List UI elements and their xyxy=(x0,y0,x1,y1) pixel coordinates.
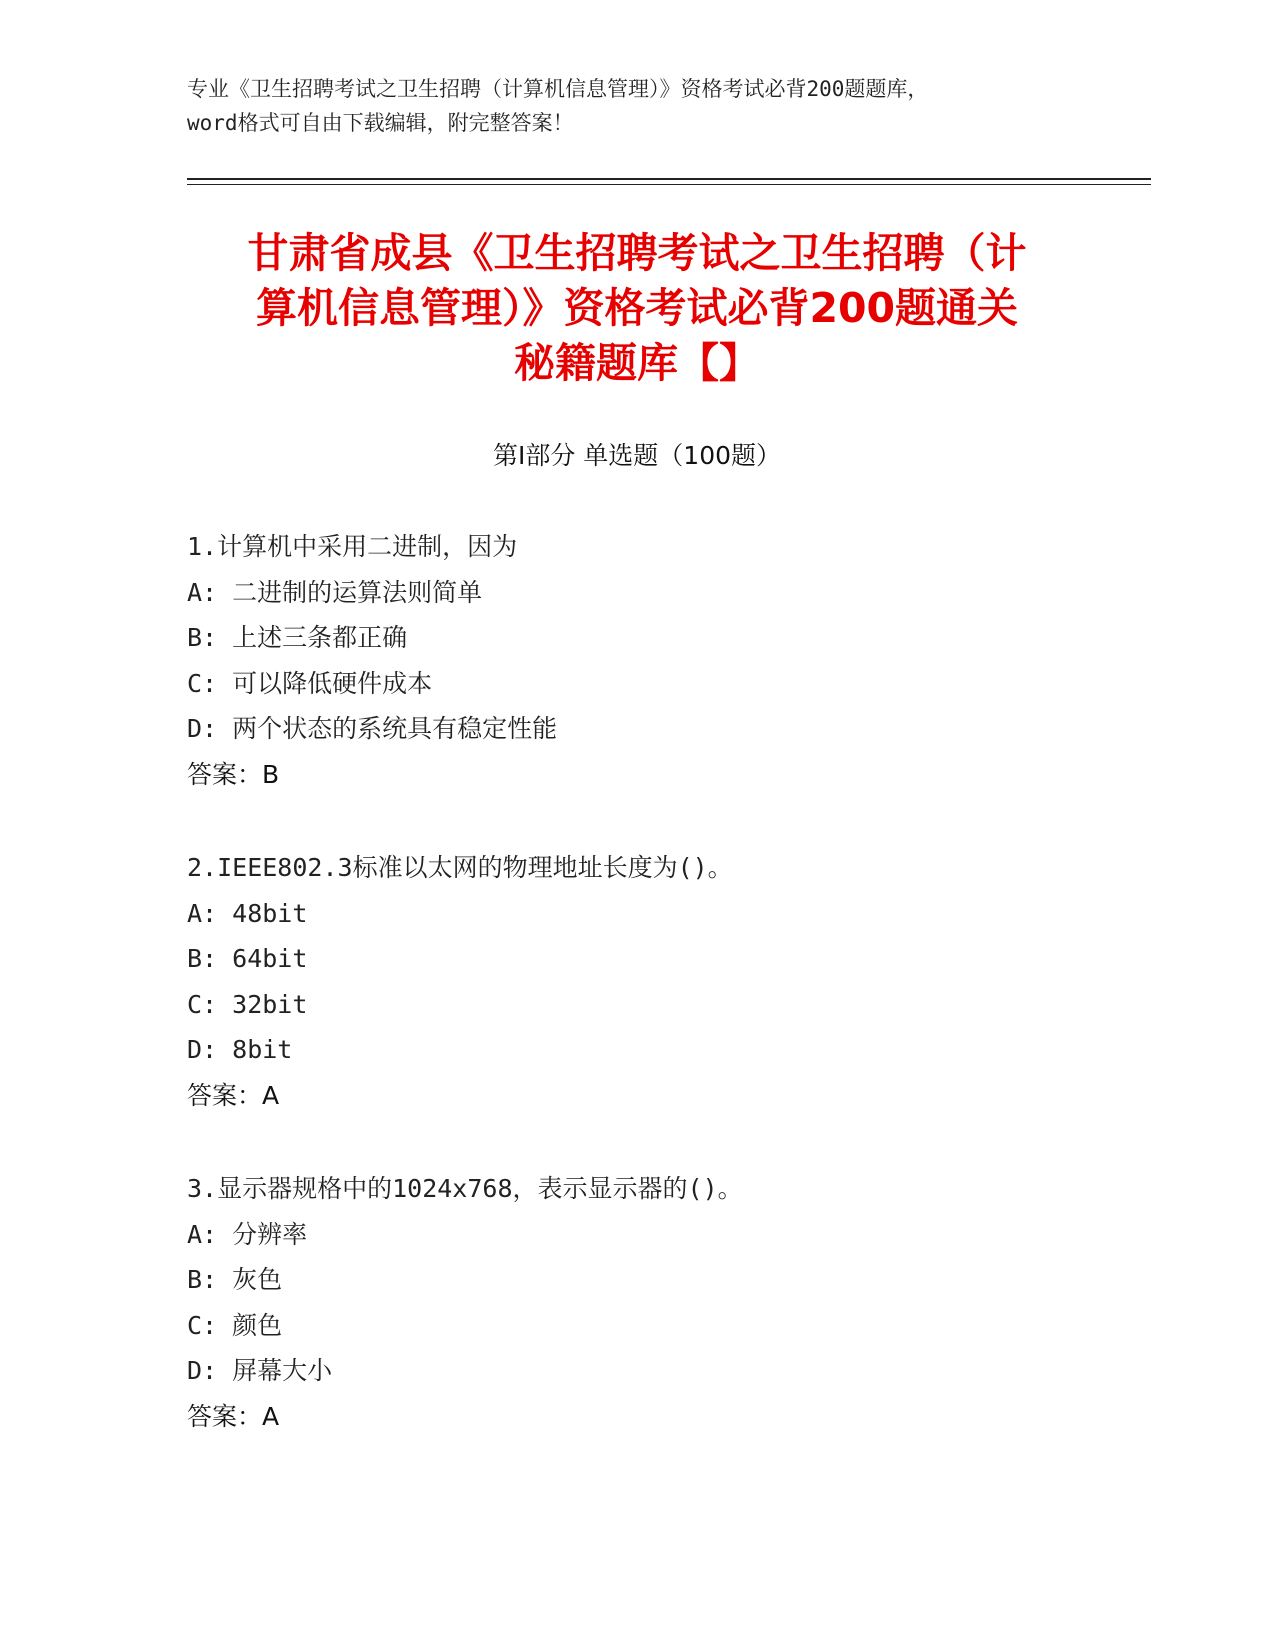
option-d: D: 两个状态的系统具有稳定性能 xyxy=(187,714,558,743)
option-d: D: 屏幕大小 xyxy=(187,1356,333,1385)
question-2 xyxy=(187,845,1087,1118)
document-title-line-3: 秘籍题库【】 xyxy=(514,339,760,387)
question-stem: 2.IEEE802.3标准以太网的物理地址长度为()。 xyxy=(187,853,733,882)
option-a: A: 二进制的运算法则简单 xyxy=(187,577,483,607)
option-a: A: 48bit xyxy=(187,898,308,928)
option-d: D: 8bit xyxy=(187,1035,293,1064)
section-title: 第Ⅰ部分 单选题（100题） xyxy=(492,441,782,470)
header-note-line-1: 专业《卫生招聘考试之卫生招聘（计算机信息管理）》资格考试必背200题题库， xyxy=(187,77,929,101)
option-c: C: 颜色 xyxy=(187,1310,283,1340)
document-title-line-1: 甘肃省成县《卫生招聘考试之卫生招聘（计 xyxy=(247,229,1027,277)
option-c: C: 可以降低硬件成本 xyxy=(187,668,433,698)
header-note-line-2: word格式可自由下载编辑，附完整答案！ xyxy=(187,111,574,135)
question-gap xyxy=(187,797,1087,845)
answer: 答案：A xyxy=(187,1080,280,1110)
question-stem: 1.计算机中采用二进制，因为 xyxy=(187,532,518,561)
question-gap xyxy=(187,1118,1087,1166)
document-title-line-2: 算机信息管理）》资格考试必背200题通关 xyxy=(255,284,1019,332)
header-rule-thick xyxy=(187,178,1151,180)
option-b: B: 灰色 xyxy=(187,1265,283,1294)
option-a: A: 分辨率 xyxy=(187,1219,308,1249)
document-title xyxy=(187,226,1087,391)
header-note xyxy=(187,72,1087,140)
header-rule-thin xyxy=(187,184,1151,185)
question-stem: 3.显示器规格中的1024x768，表示显示器的()。 xyxy=(187,1174,743,1203)
option-b: B: 64bit xyxy=(187,944,308,973)
question-list xyxy=(187,524,1087,1439)
option-b: B: 上述三条都正确 xyxy=(187,623,408,652)
answer: 答案：A xyxy=(187,1401,280,1431)
question-1 xyxy=(187,524,1087,797)
question-3 xyxy=(187,1166,1087,1439)
answer: 答案：B xyxy=(187,759,280,789)
option-c: C: 32bit xyxy=(187,989,308,1019)
